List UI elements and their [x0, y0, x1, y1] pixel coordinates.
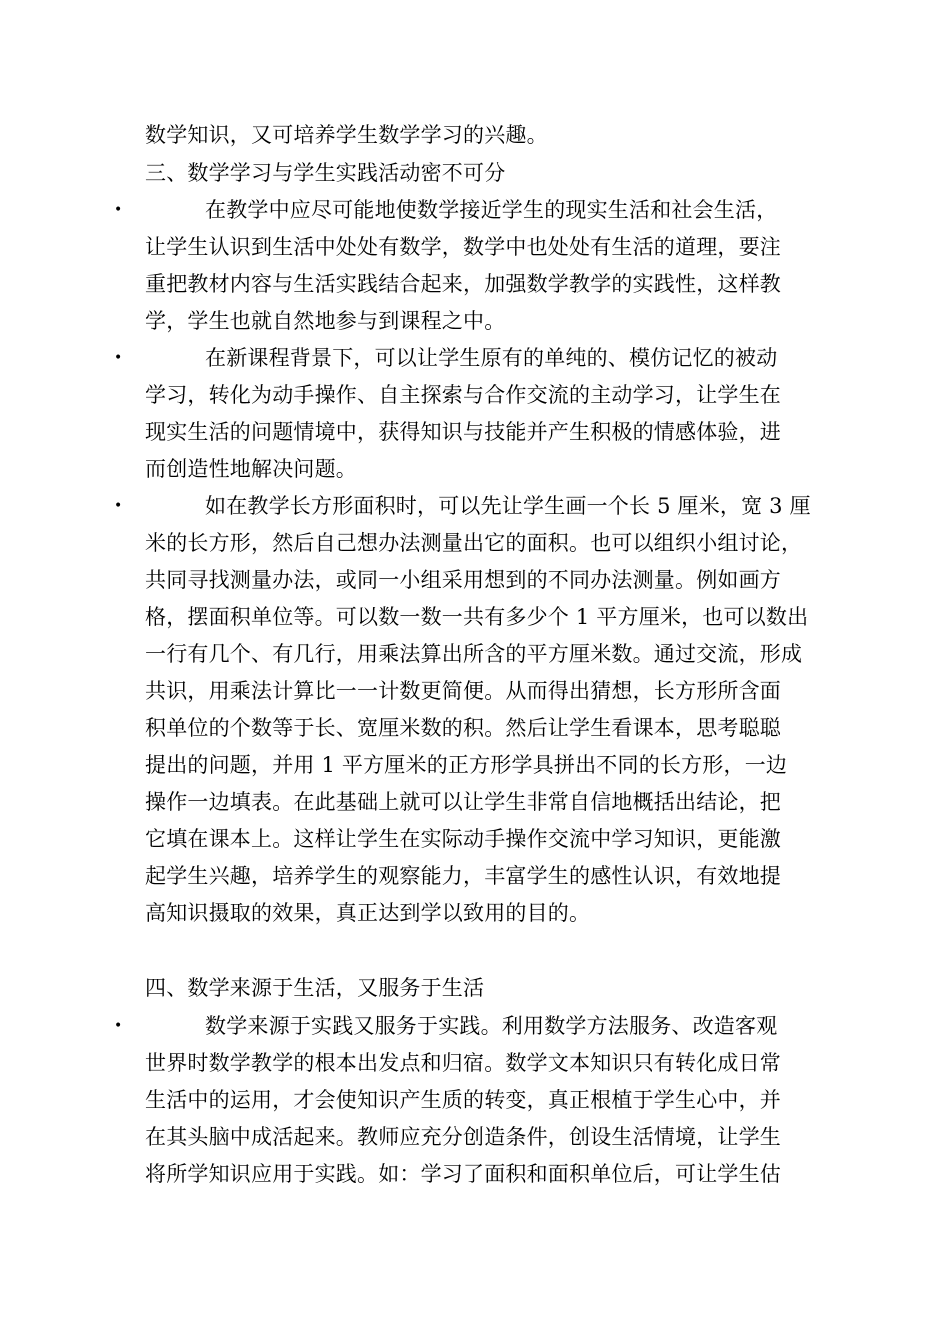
para3-line: 积单位的个数等于长、宽厘米数的积。然后让学生看课本，思考聪聪 [145, 716, 781, 740]
para4-line: 生活中的运用，才会使知识产生质的转变，真正根植于学生心中，并 [145, 1088, 781, 1112]
section-heading-3: 三、数学学习与学生实践活动密不可分 [145, 161, 506, 185]
para4-line: 世界时数学教学的根本出发点和归宿。数学文本知识只有转化成日常 [145, 1051, 781, 1075]
para1-line: 重把教材内容与生活实践结合起来，加强数学教学的实践性，这样教 [145, 272, 781, 296]
para3-line: 起学生兴趣，培养学生的观察能力，丰富学生的感性认识，有效地提 [145, 864, 781, 888]
bullet-marker: • [114, 350, 123, 366]
para2-line: 而创造性地解决问题。 [145, 457, 357, 481]
para3-line: 如在教学长方形面积时，可以先让学生画一个长 5 厘米，宽 3 厘 [205, 494, 811, 518]
para3-line: 共识，用乘法计算比一一计数更简便。从而得出猜想，长方形所含面 [145, 679, 781, 703]
para2-line: 学习，转化为动手操作、自主探索与合作交流的主动学习，让学生在 [145, 383, 781, 407]
continuation-line: 数学知识，又可培养学生数学学习的兴趣。 [145, 123, 548, 147]
para3-line: 操作一边填表。在此基础上就可以让学生非常自信地概括出结论，把 [145, 790, 781, 814]
para1-line: 在教学中应尽可能地使数学接近学生的现实生活和社会生活， [205, 198, 778, 222]
para4-line: 数学来源于实践又服务于实践。利用数学方法服务、改造客观 [205, 1014, 778, 1038]
para2-line: 现实生活的问题情境中，获得知识与技能并产生积极的情感体验，进 [145, 420, 781, 444]
para2-line: 在新课程背景下，可以让学生原有的单纯的、模仿记忆的被动 [205, 346, 778, 370]
bullet-marker: • [114, 1018, 123, 1034]
para1-line: 让学生认识到生活中处处有数学，数学中也处处有生活的道理，要注 [145, 235, 781, 259]
para3-line: 高知识摄取的效果，真正达到学以致用的目的。 [145, 901, 591, 925]
para3-line: 它填在课本上。这样让学生在实际动手操作交流中学习知识，更能激 [145, 827, 781, 851]
bullet-marker: • [114, 202, 123, 218]
para3-line: 共同寻找测量办法，或同一小组采用想到的不同办法测量。例如画方 [145, 568, 781, 592]
bullet-marker: • [114, 498, 123, 514]
para3-line: 一行有几个、有几行，用乘法算出所含的平方厘米数。通过交流，形成 [145, 642, 803, 666]
para4-line: 将所学知识应用于实践。如：学习了面积和面积单位后，可让学生估 [145, 1162, 781, 1186]
para3-line: 米的长方形，然后自己想办法测量出它的面积。也可以组织小组讨论， [145, 531, 803, 555]
para1-line: 学，学生也就自然地参与到课程之中。 [145, 309, 506, 333]
section-heading-4: 四、数学来源于生活，又服务于生活 [145, 976, 485, 1000]
para4-line: 在其头脑中成活起来。教师应充分创造条件，创设生活情境，让学生 [145, 1125, 781, 1149]
para3-line: 格，摆面积单位等。可以数一数一共有多少个 1 平方厘米，也可以数出 [145, 605, 809, 629]
para3-line: 提出的问题，并用 1 平方厘米的正方形学具拼出不同的长方形，一边 [145, 753, 788, 777]
